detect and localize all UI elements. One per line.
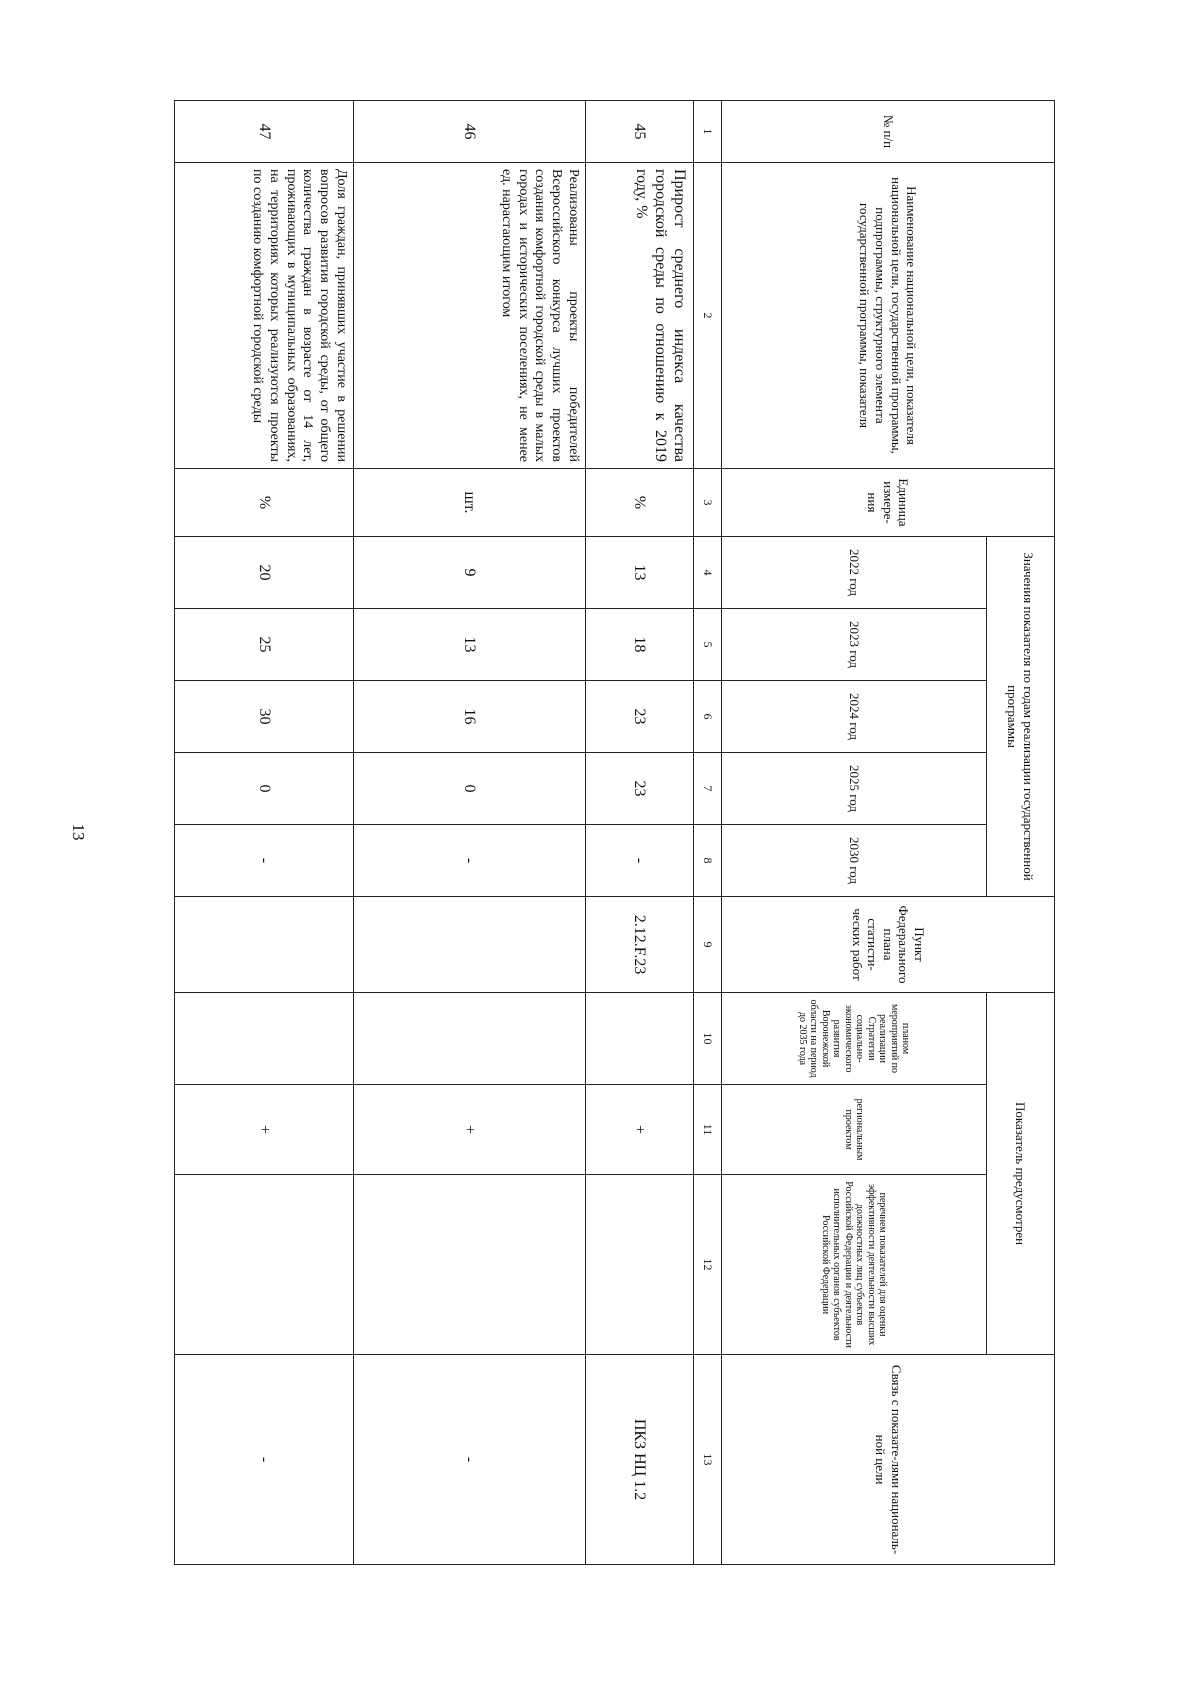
- value-2025: 0: [354, 753, 586, 825]
- value-2030: -: [586, 825, 694, 897]
- unit-cell: шт.: [354, 469, 586, 537]
- column-number: 4: [694, 537, 722, 609]
- table-row: [175, 101, 354, 1565]
- header-year-2025: 2025 год: [722, 753, 987, 825]
- column-number: 12: [694, 1175, 722, 1355]
- column-number: 1: [694, 101, 722, 163]
- column-number: 8: [694, 825, 722, 897]
- regional-cell: +: [354, 1085, 586, 1175]
- value-2022: 13: [586, 537, 694, 609]
- column-numbers-row: [694, 101, 722, 1565]
- value-2024: 16: [354, 681, 586, 753]
- value-2024: 23: [586, 681, 694, 753]
- indicators-table: [174, 100, 1055, 1565]
- value-2022: 9: [354, 537, 586, 609]
- column-number: 13: [694, 1355, 722, 1565]
- regional-cell: +: [175, 1085, 354, 1175]
- regional-cell: +: [586, 1085, 694, 1175]
- value-2022: 20: [175, 537, 354, 609]
- unit-cell: %: [175, 469, 354, 537]
- plan-cell: [175, 993, 354, 1085]
- unit-cell: %: [586, 469, 694, 537]
- header-unit: Единица измере-ния: [722, 469, 1055, 537]
- page-number: 13: [69, 823, 88, 841]
- value-2023: 25: [175, 609, 354, 681]
- indicator-name: Прирост среднего индекса качества городской среды по отношению к 2019 году, %: [586, 163, 694, 469]
- header-plan: планом мероприятий по реализации Стратегии социально-экономического развития Воронежской области на период до 2035 года: [722, 993, 987, 1085]
- value-2024: 30: [175, 681, 354, 753]
- link-cell: -: [354, 1355, 586, 1565]
- row-number: 45: [586, 101, 694, 163]
- list-cell: [175, 1175, 354, 1355]
- value-2023: 18: [586, 609, 694, 681]
- column-number: 6: [694, 681, 722, 753]
- row-number: 47: [175, 101, 354, 163]
- header-values-group: Значения показателя по годам реализации государственной программы: [987, 537, 1055, 897]
- plan-cell: [354, 993, 586, 1085]
- header-year-2022: 2022 год: [722, 537, 987, 609]
- row-number: 46: [354, 101, 586, 163]
- federal-plan-cell: 2.12.F.23: [586, 897, 694, 993]
- header-federal-plan: Пункт Федерального плана статисти-ческих работ: [722, 897, 1055, 993]
- header-provided-group: Показатель предусмотрен: [987, 993, 1055, 1355]
- rotated-table-wrapper: [175, 100, 1055, 1564]
- value-2030: -: [354, 825, 586, 897]
- header-no: № п/п: [722, 101, 1055, 163]
- table-row: [354, 101, 586, 1565]
- value-2030: -: [175, 825, 354, 897]
- federal-plan-cell: [175, 897, 354, 993]
- link-cell: -: [175, 1355, 354, 1565]
- federal-plan-cell: [354, 897, 586, 993]
- column-number: 10: [694, 993, 722, 1085]
- header-link: Связь с показате-лями националь-ной цели: [722, 1355, 1055, 1565]
- column-number: 11: [694, 1085, 722, 1175]
- column-number: 2: [694, 163, 722, 469]
- header-year-2030: 2030 год: [722, 825, 987, 897]
- column-number: 7: [694, 753, 722, 825]
- header-name: Наименование национальной цели, показателя национальной цели, государственной программы, подпрограммы, структурного элемента государственной программы, показателя: [722, 163, 1055, 469]
- column-number: 5: [694, 609, 722, 681]
- header-year-2024: 2024 год: [722, 681, 987, 753]
- header-regional: региональным проектом: [722, 1085, 987, 1175]
- column-number: 3: [694, 469, 722, 537]
- header-year-2023: 2023 год: [722, 609, 987, 681]
- value-2025: 23: [586, 753, 694, 825]
- column-number: 9: [694, 897, 722, 993]
- link-cell: ПКЗ НЦ 1.2: [586, 1355, 694, 1565]
- header-row-1: [987, 101, 1055, 1565]
- list-cell: [586, 1175, 694, 1355]
- plan-cell: [586, 993, 694, 1085]
- header-list: перечнем показателей для оценки эффективности деятельности высших должностных лиц субъектов Российской Федерации и деятельности исполнительных органов субъектов Российской Федерации: [722, 1175, 987, 1355]
- value-2025: 0: [175, 753, 354, 825]
- indicator-name: Реализованы проекты победителей Всероссийского конкурса лучших проектов создания комфортной городской среды в малых городах и исторических поселениях, не менее ед. нарастающим итогом: [354, 163, 586, 469]
- value-2023: 13: [354, 609, 586, 681]
- indicator-name: Доля граждан, принявших участие в решении вопросов развития городской среды, от общего количества граждан в возрасте от 14 лет, проживающих в муниципальных образованиях, на территориях которых реализуются проекты по созданию комфортной городской среды: [175, 163, 354, 469]
- list-cell: [354, 1175, 586, 1355]
- table-row: [586, 101, 694, 1565]
